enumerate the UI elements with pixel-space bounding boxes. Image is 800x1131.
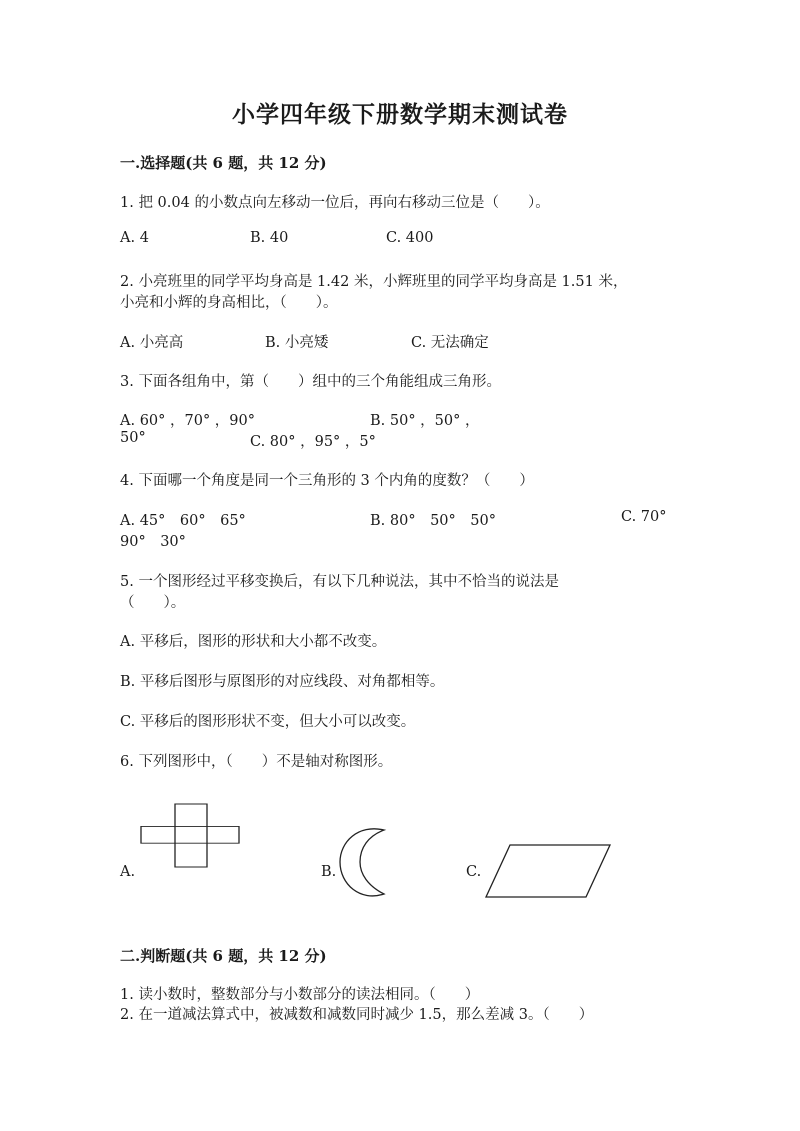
question-2-option-a[interactable]: A. 小亮高 (120, 335, 184, 351)
question-2-option-c[interactable]: C. 无法确定 (411, 335, 489, 351)
question-4-option-c-line2[interactable]: 90° 30° (120, 534, 186, 550)
question-5-stem-line1: 5. 一个图形经过平移变换后，有以下几种说法，其中不恰当的说法是 (120, 574, 559, 590)
question-2-stem-line2: 小亮和小辉的身高相比，（ ）。 (120, 295, 338, 311)
question-5-option-b[interactable]: B. 平移后图形与原图形的对应线段、对角都相等。 (120, 674, 445, 690)
judgement-question-1: 1. 读小数时，整数部分与小数部分的读法相同。（ ） (120, 987, 480, 1003)
question-5-option-a[interactable]: A. 平移后，图形的形状和大小都不改变。 (120, 634, 387, 650)
question-4-option-c-line1[interactable]: C. 70° (621, 509, 667, 525)
question-2-stem-line1: 2. 小亮班里的同学平均身高是 1.42 米，小辉班里的同学平均身高是 1.51 米， (120, 274, 628, 290)
question-2-option-b[interactable]: B. 小亮矮 (265, 335, 329, 351)
question-4-option-a[interactable]: A. 45° 60° 65° (120, 513, 246, 529)
question-6-option-c-label[interactable]: C. (466, 864, 482, 880)
cross-shape-icon[interactable] (140, 804, 240, 872)
question-3-option-b-line2[interactable]: 50° (120, 430, 146, 446)
judgement-question-2: 2. 在一道减法算式中，被减数和减数同时减少 1.5，那么差减 3。（ ） (120, 1007, 594, 1023)
crescent-moon-icon[interactable] (338, 826, 386, 898)
question-3-option-b-line1[interactable]: B. 50° ，50° ， (370, 413, 480, 429)
question-1-stem: 1. 把 0.04 的小数点向左移动一位后，再向右移动三位是（ ）。 (120, 195, 550, 211)
section-heading-judgement: 二.判断题(共 6 题，共 12 分) (120, 947, 327, 965)
question-4-option-b[interactable]: B. 80° 50° 50° (370, 513, 496, 529)
question-1-option-a[interactable]: A. 4 (120, 230, 149, 246)
question-6-option-b-label[interactable]: B. (321, 864, 337, 880)
question-4-stem: 4. 下面哪一个角度是同一个三角形的 3 个内角的度数？（ ） (120, 473, 534, 489)
section-heading-choice: 一.选择题(共 6 题，共 12 分) (120, 154, 327, 172)
question-6-option-a-label[interactable]: A. (120, 864, 136, 880)
question-3-stem: 3. 下面各组角中，第（ ）组中的三个角能组成三角形。 (120, 374, 501, 390)
page-title: 小学四年级下册数学期末测试卷 (232, 101, 568, 128)
question-3-option-c[interactable]: C. 80° ，95° ，5° (250, 434, 376, 450)
parallelogram-icon[interactable] (484, 843, 612, 899)
question-6-stem: 6. 下列图形中，（ ）不是轴对称图形。 (120, 754, 393, 770)
question-1-option-c[interactable]: C. 400 (386, 230, 434, 246)
question-5-stem-line2: （ ）。 (120, 595, 186, 611)
question-3-option-a[interactable]: A. 60° ，70° ，90° (120, 413, 256, 429)
question-5-option-c[interactable]: C. 平移后的图形形状不变，但大小可以改变。 (120, 714, 416, 730)
question-1-option-b[interactable]: B. 40 (250, 230, 289, 246)
